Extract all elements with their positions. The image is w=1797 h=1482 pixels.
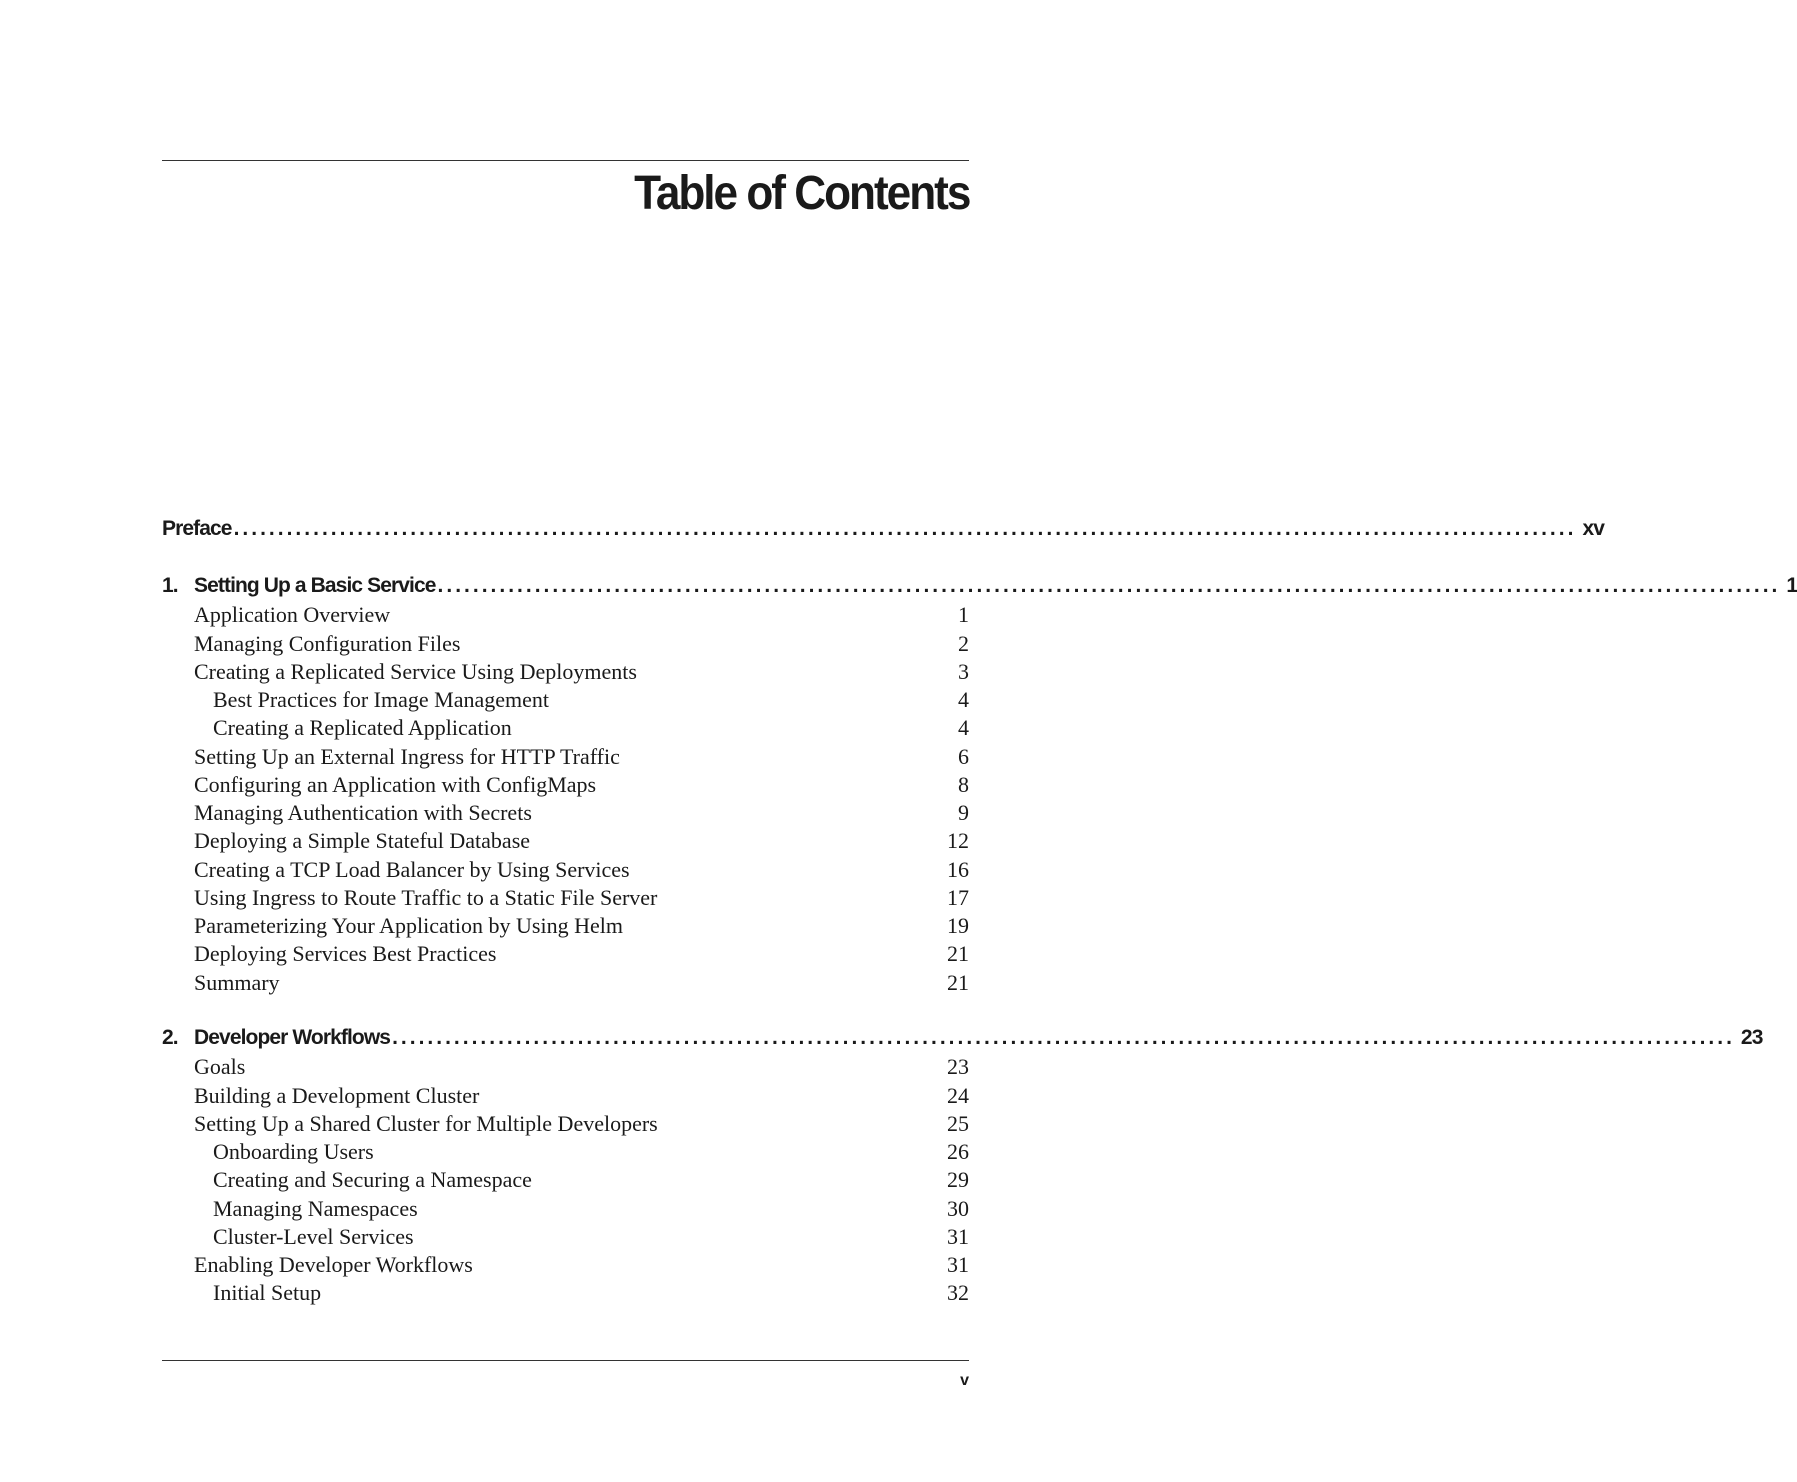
page-title: Table of Contents — [633, 167, 969, 220]
entry-title: Managing Authentication with Secrets — [194, 800, 532, 825]
bottom-rule — [162, 1360, 969, 1361]
toc-entry[interactable] — [162, 827, 969, 855]
entry-title: Creating and Securing a Namespace — [213, 1167, 532, 1192]
chapter-title: Setting Up a Basic Service — [194, 574, 436, 597]
toc-entry[interactable] — [162, 1053, 969, 1081]
entry-title: Managing Configuration Files — [194, 631, 461, 656]
entry-page: 30 — [947, 1196, 969, 1221]
toc-entry[interactable] — [162, 771, 969, 799]
toc-subentry[interactable] — [162, 1195, 969, 1223]
chapter-page: 1 — [1786, 574, 1797, 597]
entry-page: 16 — [947, 857, 969, 882]
toc-entry[interactable] — [162, 1110, 969, 1138]
entry-page: 32 — [947, 1280, 969, 1305]
toc-entry[interactable] — [162, 601, 969, 629]
entry-page: 24 — [947, 1083, 969, 1108]
entry-page: 1 — [958, 602, 969, 627]
toc-subentry[interactable] — [162, 1138, 969, 1166]
entry-page: 2 — [958, 631, 969, 656]
entry-title: Summary — [194, 970, 280, 995]
toc-entry[interactable] — [162, 940, 969, 968]
entry-title: Enabling Developer Workflows — [194, 1252, 473, 1277]
dot-leader: ........................................................................................................................................................ — [233, 517, 1577, 540]
toc-subentry[interactable] — [162, 714, 969, 742]
dot-leader: ........................................................................................................................................................ — [392, 1026, 1735, 1049]
toc-entry[interactable] — [162, 630, 969, 658]
chapter-number: 1. — [162, 574, 178, 597]
toc-entry[interactable] — [162, 884, 969, 912]
entry-title: Best Practices for Image Management — [213, 687, 549, 712]
entry-page: 6 — [958, 744, 969, 769]
entry-page: 31 — [947, 1252, 969, 1277]
entry-page: 12 — [947, 828, 969, 853]
entry-title: Deploying a Simple Stateful Database — [194, 828, 531, 853]
toc-chapter-2[interactable] — [162, 1023, 1763, 1053]
chapter-title: Developer Workflows — [194, 1026, 391, 1049]
preface-title: Preface — [162, 517, 232, 540]
entry-page: 17 — [947, 885, 969, 910]
entry-page: 21 — [947, 970, 969, 995]
entry-title: Deploying Services Best Practices — [194, 941, 497, 966]
entry-title: Creating a Replicated Application — [213, 715, 512, 740]
toc-entry[interactable] — [162, 1251, 969, 1279]
entry-title: Cluster-Level Services — [213, 1224, 414, 1249]
entry-title: Creating a TCP Load Balancer by Using Services — [194, 857, 630, 882]
entry-page: 4 — [958, 687, 969, 712]
toc-chapter-1[interactable] — [162, 571, 1797, 601]
dot-leader: ........................................................................................................................................................ — [437, 574, 1781, 597]
toc-entry[interactable] — [162, 1082, 969, 1110]
entry-title: Goals — [194, 1054, 246, 1079]
entry-page: 26 — [947, 1139, 969, 1164]
entry-title: Parameterizing Your Application by Using Helm — [194, 913, 623, 938]
entry-title: Onboarding Users — [213, 1139, 374, 1164]
toc-entry[interactable] — [162, 969, 969, 997]
entry-title: Initial Setup — [213, 1280, 322, 1305]
entry-page: 29 — [947, 1167, 969, 1192]
chapter-page: 23 — [1740, 1026, 1763, 1049]
chapter-number: 2. — [162, 1026, 178, 1049]
entry-title: Managing Namespaces — [213, 1196, 418, 1221]
entry-page: 3 — [958, 659, 969, 684]
entry-page: 4 — [958, 715, 969, 740]
entry-page: 9 — [958, 800, 969, 825]
entry-title: Building a Development Cluster — [194, 1083, 480, 1108]
entry-page: 31 — [947, 1224, 969, 1249]
entry-page: 21 — [947, 941, 969, 966]
entry-title: Setting Up an External Ingress for HTTP Traffic — [194, 744, 620, 769]
toc-entry[interactable] — [162, 658, 969, 686]
preface-page: xv — [1582, 517, 1604, 540]
toc-entry[interactable] — [162, 856, 969, 884]
entry-page: 8 — [958, 772, 969, 797]
entry-page: 23 — [947, 1054, 969, 1079]
toc-preface[interactable] — [162, 514, 1604, 544]
toc-entry[interactable] — [162, 799, 969, 827]
entry-title: Configuring an Application with ConfigMaps — [194, 772, 597, 797]
toc-entry[interactable] — [162, 743, 969, 771]
entry-page: 19 — [947, 913, 969, 938]
page-number: v — [960, 1372, 969, 1389]
entry-title: Using Ingress to Route Traffic to a Static File Server — [194, 885, 658, 910]
entry-title: Application Overview — [194, 602, 391, 627]
toc-subentry[interactable] — [162, 686, 969, 714]
toc-entry[interactable] — [162, 912, 969, 940]
entry-title: Setting Up a Shared Cluster for Multiple Developers — [194, 1111, 658, 1136]
toc-subentry[interactable] — [162, 1279, 969, 1307]
toc-subentry[interactable] — [162, 1223, 969, 1251]
entry-page: 25 — [947, 1111, 969, 1136]
toc-subentry[interactable] — [162, 1166, 969, 1194]
entry-title: Creating a Replicated Service Using Deployments — [194, 659, 637, 684]
